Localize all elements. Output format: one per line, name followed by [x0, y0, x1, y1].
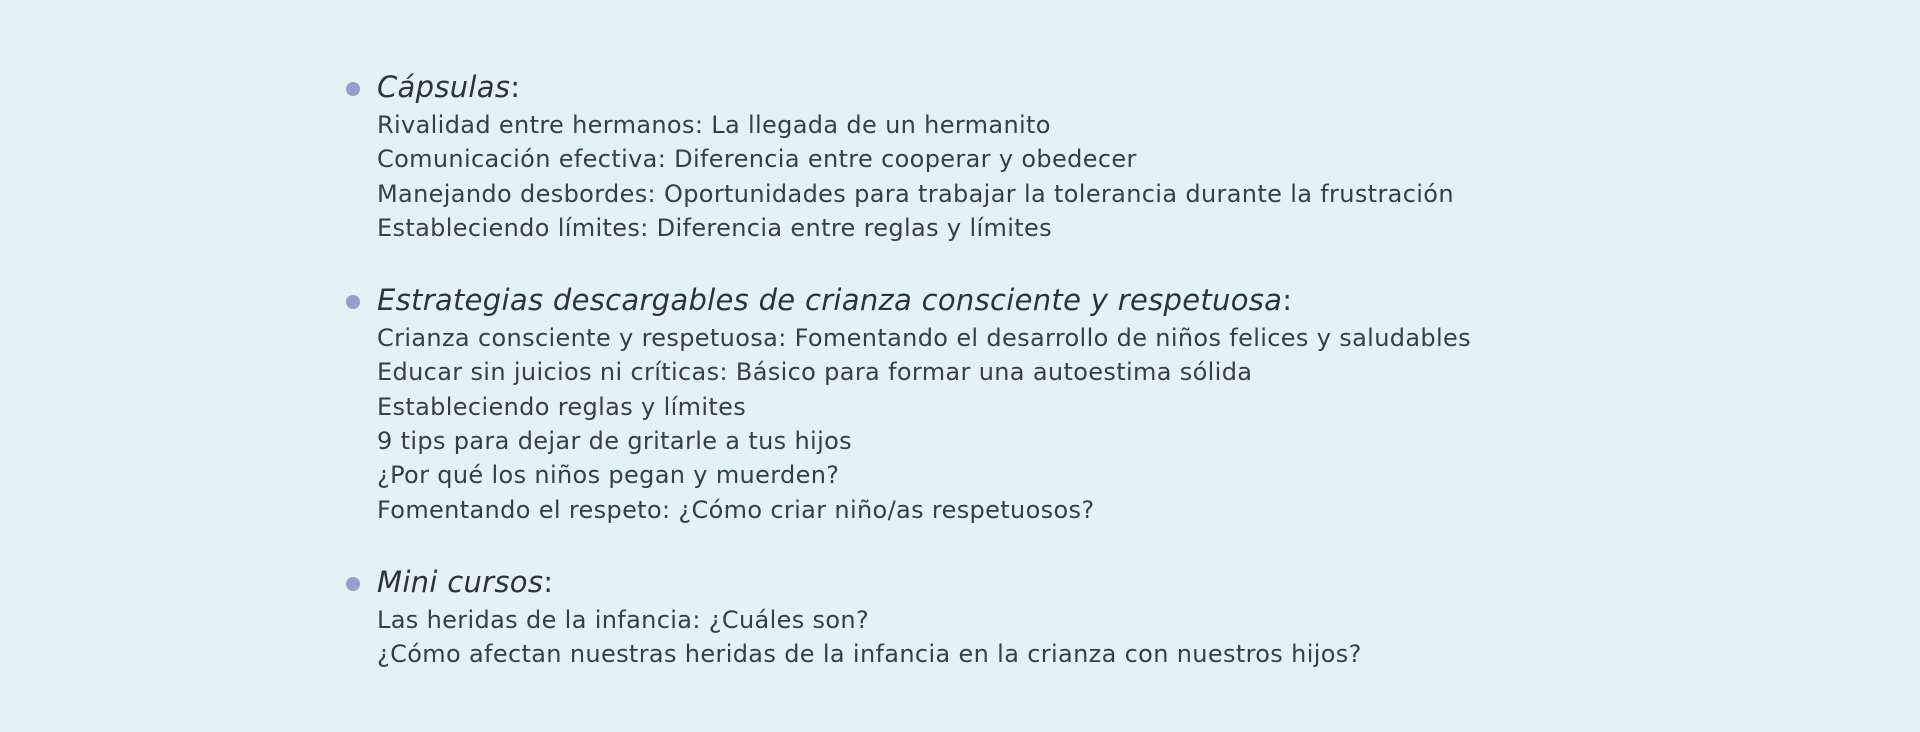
- bullet-icon: [346, 577, 360, 591]
- section-mini-cursos: [341, 561, 1641, 672]
- section-items: [377, 603, 1641, 672]
- bullet-icon: [346, 295, 360, 309]
- list-item: Rivalidad entre hermanos: La llegada de un hermanito: [377, 111, 1051, 139]
- bullet-icon: [346, 82, 360, 96]
- section-items: [377, 321, 1641, 527]
- list-item: ¿Cómo afectan nuestras heridas de la infancia en la crianza con nuestros hijos?: [377, 640, 1362, 669]
- section-title-text: Cápsulas: [377, 70, 511, 104]
- section-title-suffix: :: [543, 564, 554, 599]
- section-title-suffix: :: [1282, 283, 1293, 318]
- list-item: 9 tips para dejar de gritarle a tus hijos: [377, 427, 852, 456]
- section-title-suffix: :: [510, 70, 521, 104]
- content-list: [341, 66, 1641, 706]
- section-capsulas: [341, 66, 1641, 245]
- section-estrategias: [341, 279, 1641, 527]
- list-item: Estableciendo límites: Diferencia entre reglas y límites: [377, 213, 1052, 242]
- section-title-text: Estrategias descargables de crianza consciente y respetuosa: [377, 283, 1283, 318]
- section-items: [377, 108, 1641, 245]
- list-item: Estableciendo reglas y límites: [377, 392, 747, 421]
- list-item: Educar sin juicios ni críticas: Básico para formar una autoestima sólida: [377, 358, 1253, 387]
- list-item: Comunicación efectiva: Diferencia entre cooperar y obedecer: [377, 145, 1137, 174]
- list-item: Las heridas de la infancia: ¿Cuáles son?: [377, 605, 870, 634]
- list-item: Manejando desbordes: Oportunidades para trabajar la tolerancia durante la frustración: [377, 179, 1454, 208]
- section-title: [377, 279, 1641, 321]
- list-item: Fomentando el respeto: ¿Cómo criar niño/as respetuosos?: [377, 495, 1095, 524]
- section-title-text: Mini cursos: [377, 564, 544, 599]
- section-title: [377, 561, 1641, 603]
- list-item: ¿Por qué los niños pegan y muerden?: [377, 461, 840, 490]
- list-item: Crianza consciente y respetuosa: Fomentando el desarrollo de niños felices y saludables: [377, 324, 1471, 353]
- section-title: [377, 66, 1641, 108]
